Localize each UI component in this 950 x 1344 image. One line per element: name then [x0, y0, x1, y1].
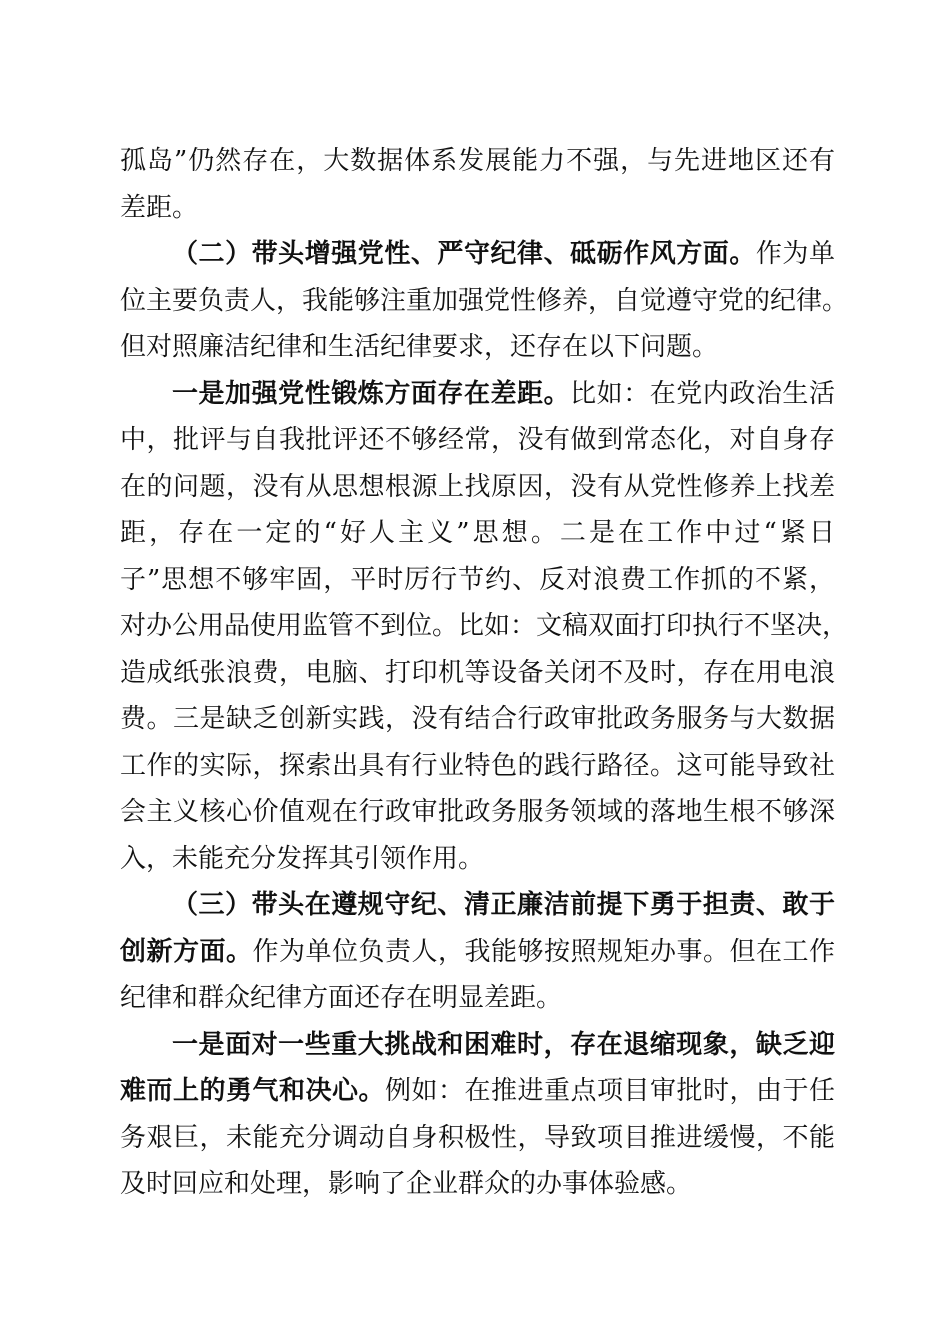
text-line [120, 420, 835, 460]
text-line [120, 560, 835, 600]
text-segment: 会主义核心价值观在行政审批政务服务领域的落地生根不够深 [120, 797, 835, 827]
text-segment: 作为单 [755, 239, 835, 269]
text-segment: 造成纸张浪费，电脑、打印机等设备关闭不及时，存在用电浪 [120, 658, 835, 688]
text-line [120, 327, 835, 367]
section-heading-continued: 创新方面。 [120, 937, 253, 967]
point-heading: 一是加强党性锻炼方面存在差距。 [172, 379, 571, 409]
point-heading: 一是面对一些重大挑战和困难时，存在退缩现象，缺乏迎 [172, 1030, 835, 1060]
text-segment: 作为单位负责人，我能够按照规矩办事。但在工作 [252, 937, 835, 967]
text-line [120, 141, 835, 181]
text-segment: 纪律和群众纪律方面还存在明显差距。 [120, 983, 563, 1013]
text-line [120, 467, 835, 507]
text-line [120, 699, 835, 739]
text-line [120, 1071, 835, 1111]
text-segment: 子”思想不够牢固，平时厉行节约、反对浪费工作抓的不紧， [120, 565, 835, 595]
text-segment: 入，未能充分发挥其引领作用。 [120, 844, 485, 874]
text-segment: 及时回应和处理，影响了企业群众的办事体验感。 [120, 1169, 693, 1199]
text-line [120, 281, 849, 321]
text-segment: 工作的实际，探索出具有行业特色的践行路径。这可能导致社 [120, 751, 835, 781]
text-line [120, 839, 835, 879]
text-segment: 孤岛”仍然存在，大数据体系发展能力不强，与先进地区还有 [120, 146, 835, 176]
text-segment: 中，批评与自我批评还不够经常，没有做到常态化，对自身存 [120, 425, 835, 455]
text-segment: 比如：在党内政治生活 [570, 379, 835, 409]
text-segment: 对办公用品使用监管不到位。比如：文稿双面打印执行不坚决， [120, 611, 849, 641]
text-line [120, 978, 835, 1018]
text-line [120, 606, 849, 646]
text-line [120, 792, 835, 832]
section-heading: （三）带头在遵规守纪、清正廉洁前提下勇于担责、敢于 [172, 890, 835, 920]
text-line [120, 746, 835, 786]
text-line [120, 1118, 835, 1158]
point-heading-continued: 难而上的勇气和决心。 [120, 1076, 385, 1106]
text-segment: 例如：在推进重点项目审批时，由于任 [385, 1076, 835, 1106]
text-segment: 在的问题，没有从思想根源上找原因，没有从党性修养上找差 [120, 472, 835, 502]
text-segment: 务艰巨，未能充分调动自身积极性，导致项目推进缓慢，不能 [120, 1123, 835, 1153]
section-heading: （二）带头增强党性、严守纪律、砥砺作风方面。 [172, 239, 756, 269]
text-segment: 位主要负责人，我能够注重加强党性修养，自觉遵守党的纪律。 [120, 286, 849, 316]
section-heading-line [172, 234, 835, 274]
text-line [120, 1164, 835, 1204]
text-segment: 差距。 [120, 193, 199, 223]
text-segment: 距，存在一定的“好人主义”思想。二是在工作中过“紧日 [120, 518, 835, 548]
point-heading-line [172, 1025, 835, 1065]
section-heading-line [172, 885, 835, 925]
text-line [120, 932, 835, 972]
text-segment: 费。三是缺乏创新实践，没有结合行政审批政务服务与大数据 [120, 704, 835, 734]
text-segment: 但对照廉洁纪律和生活纪律要求，还存在以下问题。 [120, 332, 719, 362]
text-line [120, 513, 835, 553]
text-line [120, 188, 835, 228]
text-line [120, 653, 835, 693]
point-heading-line [172, 374, 835, 414]
